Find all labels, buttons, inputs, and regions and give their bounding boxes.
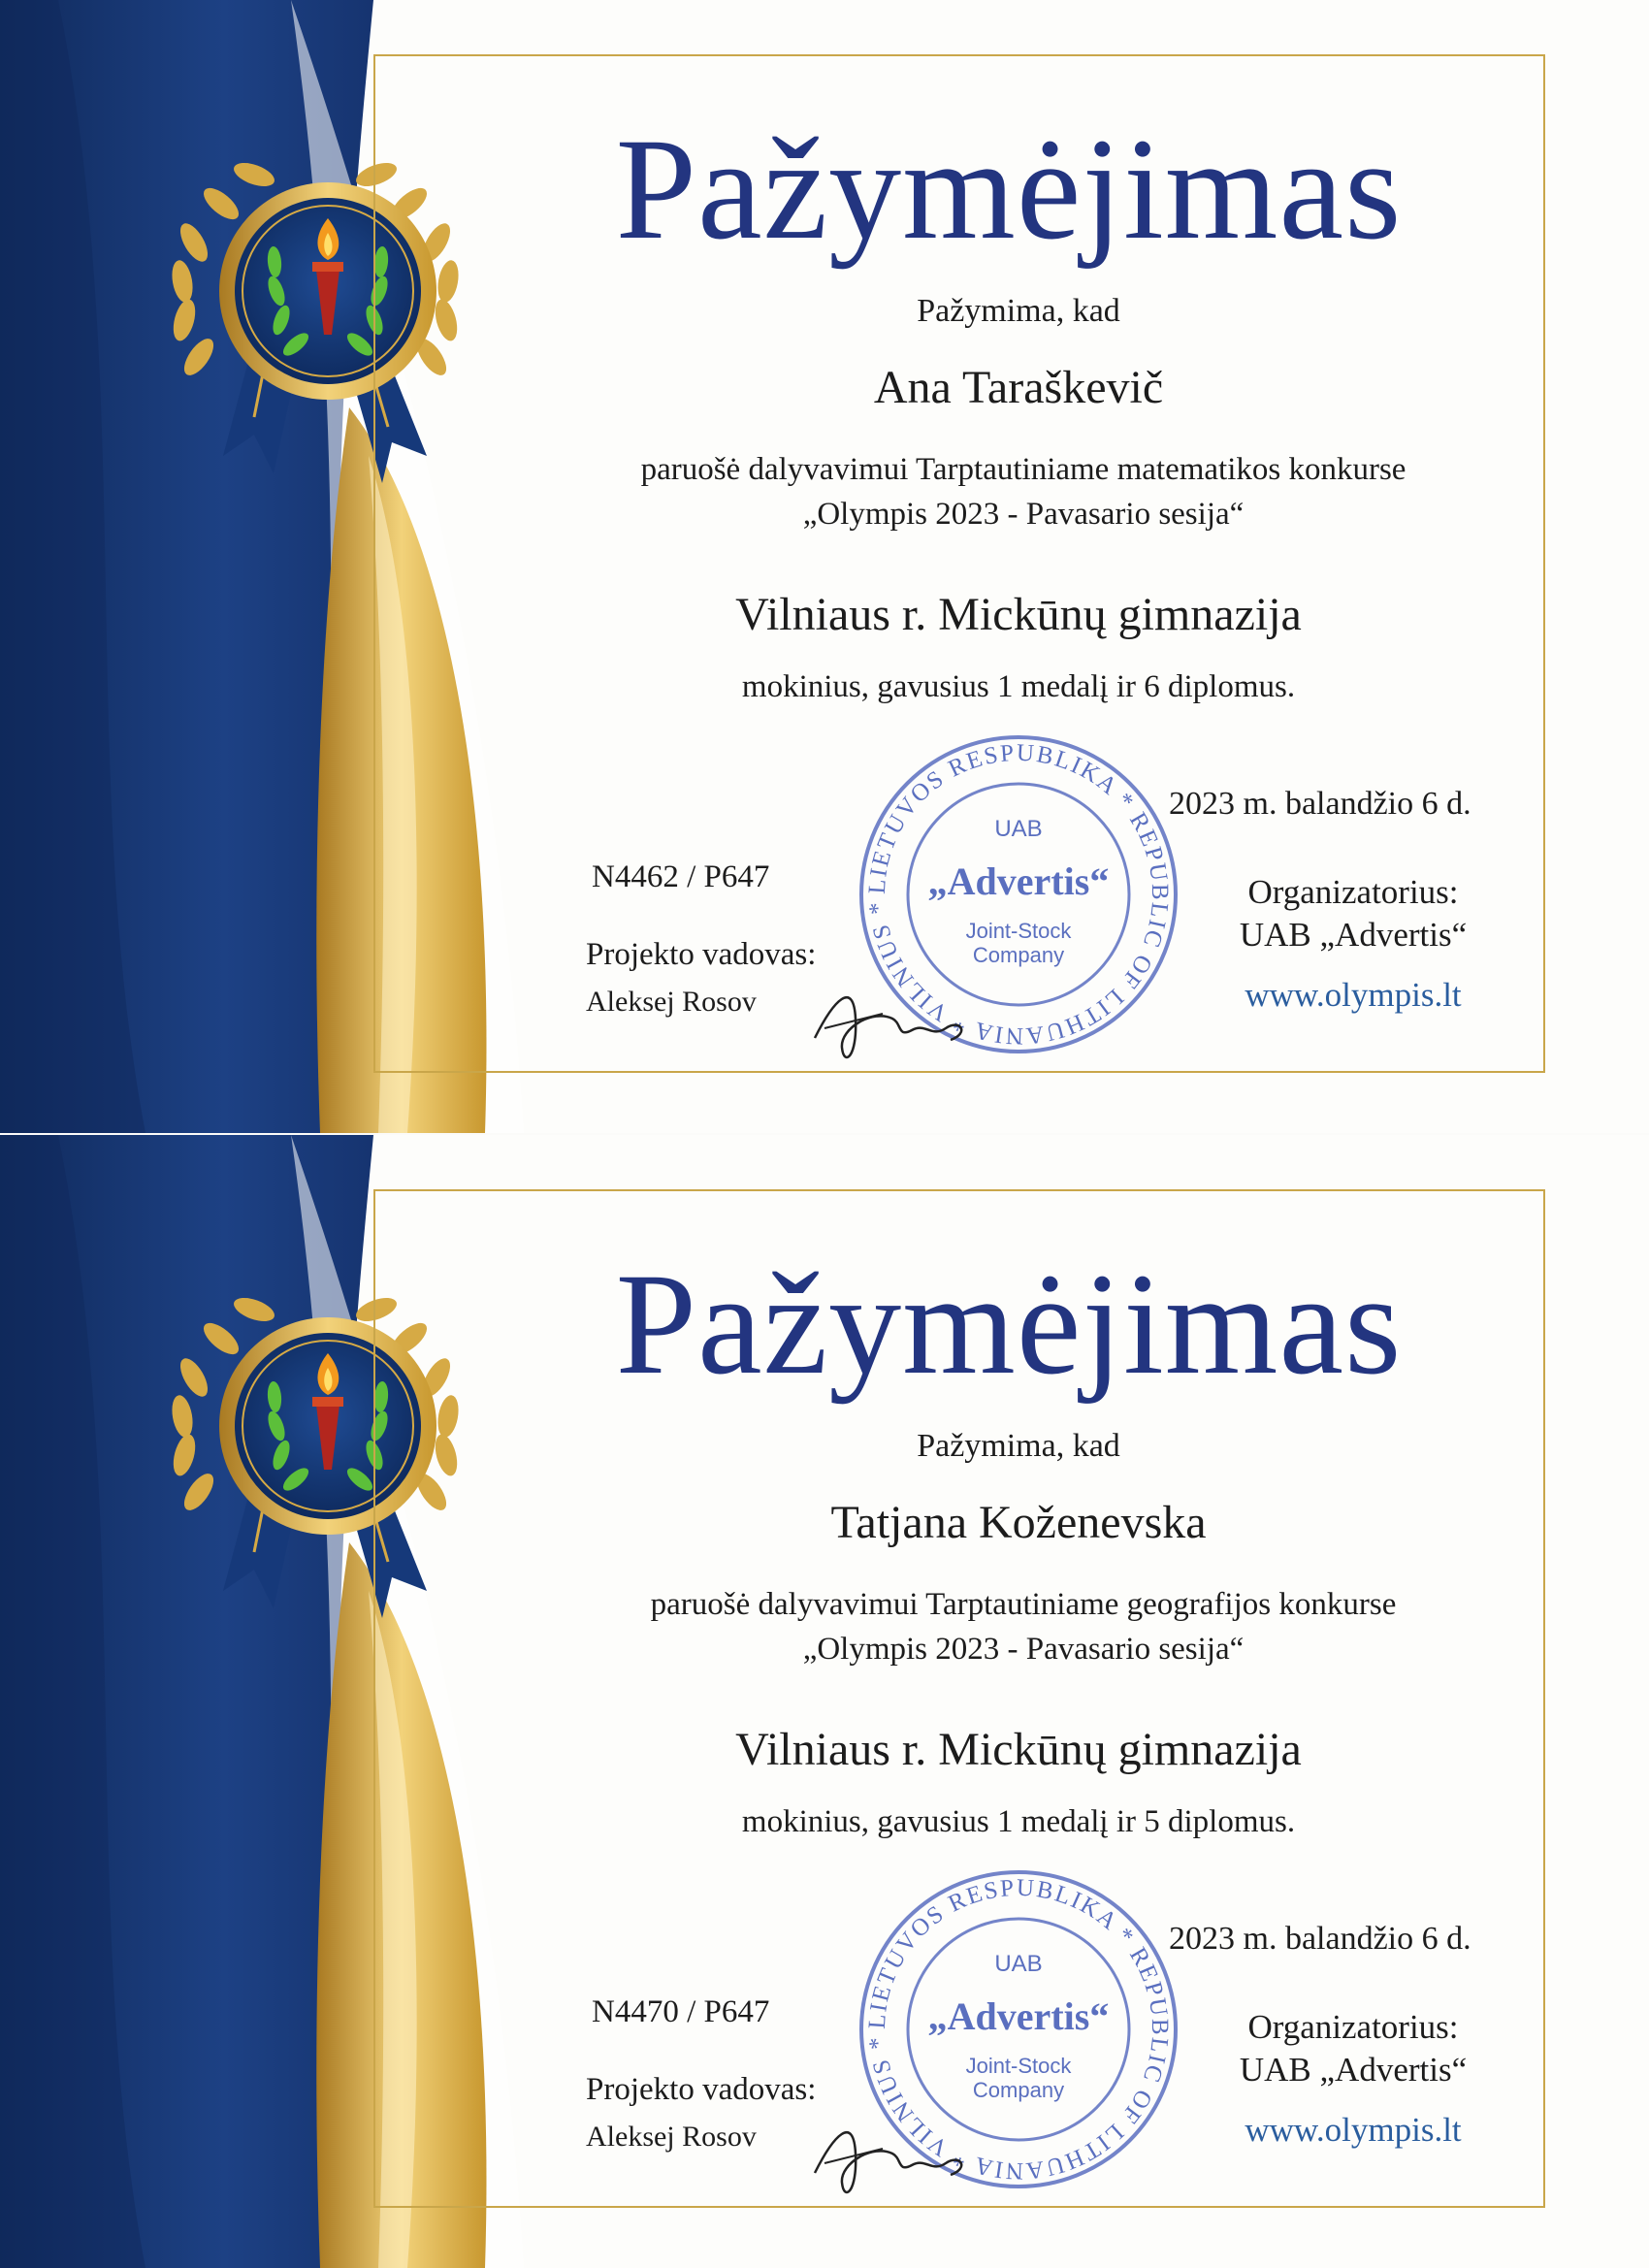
issue-date: 2023 m. balandžio 6 d. [1169,1921,1471,1957]
contest-session: „Olympis 2023 - Pavasario sesija“ [802,497,1245,532]
school-name: Vilniaus r. Mickūnų gimnazija [735,589,1302,640]
svg-text:„Advertis“: „Advertis“ [927,859,1110,903]
contest-description: paruošė dalyvavimui Tarptautiniame matematikos konkurse [640,452,1406,487]
certificate-intro: Pažymima, kad [917,1428,1120,1464]
recipient-name: Tatjana Koženevska [830,1497,1207,1548]
manager-name: Aleksej Rosov [586,2121,757,2153]
manager-name: Aleksej Rosov [586,986,757,1018]
handwritten-signature [805,960,980,1077]
website-link[interactable]: www.olympis.lt [1245,976,1462,1014]
handwritten-signature [805,2095,980,2212]
certificate-title: Pažymėjimas [615,109,1403,270]
svg-text:LIETUVOS RESPUBLIKA * REPUBLIC: LIETUVOS RESPUBLIKA * REPUBLIC OF LITHUANIA * VILNIUS * [863,1874,1174,2185]
manager-label: Projekto vadovas: [586,2072,817,2107]
svg-text:LIETUVOS RESPUBLIKA * REPUBLIC: LIETUVOS RESPUBLIKA * REPUBLIC OF LITHUANIA * VILNIUS * [863,739,1174,1050]
certificate-number: N4470 / P647 [592,1994,770,2029]
svg-text:UAB: UAB [994,816,1043,842]
organizer-name: UAB „Advertis“ [1239,916,1468,954]
certificate-number: N4462 / P647 [592,859,770,894]
result-text: mokinius, gavusius 1 medalį ir 6 diplomus. [741,669,1296,704]
organizer-label: Organizatorius: [1247,2008,1459,2046]
contest-description: paruošė dalyvavimui Tarptautiniame geografijos konkurse [650,1587,1397,1622]
svg-text:Joint-Stock: Joint-Stock [965,919,1072,943]
website-link[interactable]: www.olympis.lt [1245,2111,1462,2149]
svg-text:Company: Company [972,943,1065,967]
svg-text:UAB: UAB [994,1951,1043,1977]
svg-text:Joint-Stock: Joint-Stock [965,2054,1072,2078]
result-text: mokinius, gavusius 1 medalį ir 5 diplomus. [741,1804,1296,1839]
contest-session: „Olympis 2023 - Pavasario sesija“ [802,1632,1245,1667]
organizer-name: UAB „Advertis“ [1239,2051,1468,2089]
certificate-2 [0,1135,1649,2268]
organizer-label: Organizatorius: [1247,873,1459,911]
manager-label: Projekto vadovas: [586,937,817,972]
school-name: Vilniaus r. Mickūnų gimnazija [735,1724,1302,1775]
certificate-title: Pažymėjimas [615,1244,1403,1405]
certificate-intro: Pažymima, kad [917,293,1120,329]
certificate-1 [0,0,1649,1133]
svg-text:„Advertis“: „Advertis“ [927,1994,1110,2038]
issue-date: 2023 m. balandžio 6 d. [1169,786,1471,822]
recipient-name: Ana Taraškevič [873,362,1164,413]
svg-text:Company: Company [972,2078,1065,2102]
